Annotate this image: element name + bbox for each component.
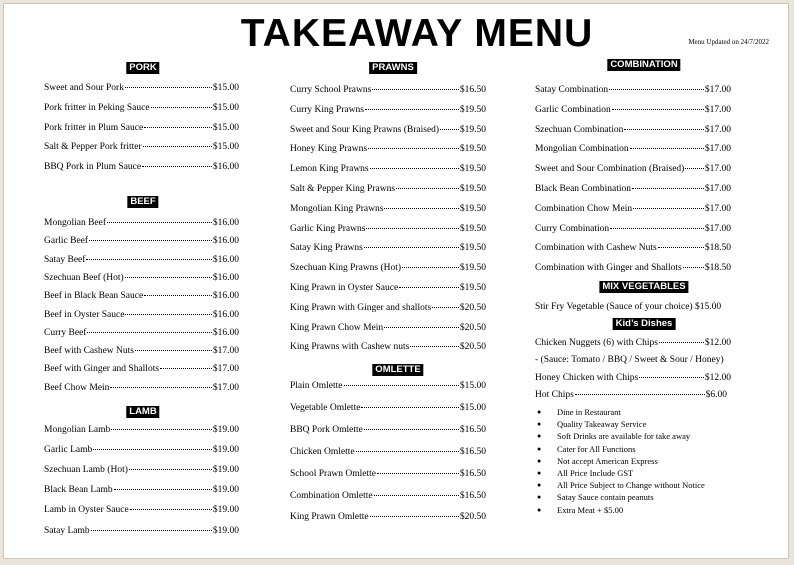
item-name: Beef in Oyster Sauce bbox=[44, 309, 125, 320]
menu-item bbox=[535, 183, 731, 195]
item-price: $6.00 bbox=[705, 390, 727, 400]
menu-item bbox=[44, 309, 239, 321]
item-name: School Prawn Omlette bbox=[290, 468, 377, 479]
item-name: Szechuan Beef (Hot) bbox=[44, 272, 124, 283]
item-price: $15.00 bbox=[212, 122, 239, 133]
item-name: Satay Lamb bbox=[44, 525, 90, 536]
menu-item bbox=[535, 223, 731, 235]
item-price: $17.00 bbox=[704, 203, 731, 214]
dot-leader bbox=[658, 247, 704, 248]
note-item: ● All Price Subject to Change without Notice bbox=[537, 479, 705, 491]
menu-item bbox=[290, 282, 486, 294]
menu-item bbox=[290, 402, 486, 414]
item-price: $19.00 bbox=[212, 525, 239, 536]
item-price: $19.00 bbox=[212, 465, 239, 476]
item-name: Beef in Black Bean Sauce bbox=[44, 291, 144, 302]
dot-leader bbox=[440, 129, 459, 130]
section-heading: COMBINATION bbox=[607, 59, 680, 71]
menu-item bbox=[44, 254, 239, 266]
menu-item bbox=[535, 104, 731, 116]
item-price: $19.50 bbox=[459, 124, 486, 135]
updated-date: Menu Updated on 24/7/2022 bbox=[688, 38, 769, 46]
menu-item bbox=[290, 104, 486, 116]
dot-leader bbox=[364, 247, 459, 248]
item-price: $20.50 bbox=[459, 322, 486, 333]
note-item: ● Extra Meat + $5.00 bbox=[537, 504, 705, 516]
dot-leader bbox=[609, 89, 704, 90]
item-price: $19.50 bbox=[459, 144, 486, 155]
dot-leader bbox=[396, 188, 459, 189]
dot-leader bbox=[111, 429, 212, 430]
note-item: ● Cater for All Functions bbox=[537, 443, 705, 455]
dot-leader bbox=[142, 166, 212, 167]
item-name: Curry Beef bbox=[44, 327, 87, 338]
item-name: Beef Chow Mein bbox=[44, 382, 110, 393]
menu-item bbox=[44, 102, 239, 114]
notes-list bbox=[537, 406, 705, 516]
item-price: $17.00 bbox=[704, 184, 731, 194]
item-name: BBQ Pork in Plum Sauce bbox=[44, 162, 142, 173]
item-name: Szechuan Lamb (Hot) bbox=[44, 465, 128, 476]
item-price: $16.00 bbox=[212, 327, 239, 338]
item-name: Garlic Combination bbox=[535, 104, 611, 115]
note-item: ● Quality Takeaway Service bbox=[537, 418, 705, 430]
item-price: $16.00 bbox=[212, 272, 239, 283]
item-name: Curry School Prawns bbox=[290, 85, 372, 95]
item-name: Salt & Pepper Pork fritter bbox=[44, 142, 142, 153]
dot-leader bbox=[659, 342, 704, 343]
item-name: Honey King Prawns bbox=[290, 144, 368, 155]
item-name: Combination Chow Mein bbox=[535, 203, 633, 214]
item-name: Lemon King Prawns bbox=[290, 164, 369, 175]
menu-item bbox=[290, 262, 486, 274]
menu-item bbox=[290, 84, 486, 96]
menu-item bbox=[290, 203, 486, 215]
item-name: Beef with Ginger and Shallots bbox=[44, 364, 160, 375]
dot-leader bbox=[144, 295, 212, 296]
item-price: $19.00 bbox=[212, 485, 239, 496]
item-name: Sweet and Sour Pork bbox=[44, 83, 124, 93]
item-name: Hot Chips bbox=[535, 390, 574, 400]
menu-item bbox=[535, 143, 731, 155]
menu-item bbox=[535, 203, 731, 215]
dot-leader bbox=[377, 473, 459, 474]
menu-item bbox=[290, 223, 486, 235]
dot-leader bbox=[91, 530, 212, 531]
item-name: Szechuan Combination bbox=[535, 124, 624, 135]
item-price: $16.00 bbox=[212, 218, 239, 228]
section-heading: BEEF bbox=[127, 196, 158, 208]
menu-item bbox=[290, 424, 486, 436]
dot-leader bbox=[365, 109, 459, 110]
menu-item bbox=[44, 290, 239, 302]
menu-item bbox=[290, 183, 486, 195]
dot-leader bbox=[143, 146, 212, 147]
dot-leader bbox=[125, 277, 212, 278]
dot-leader bbox=[160, 368, 212, 369]
item-name: Curry King Prawns bbox=[290, 104, 364, 115]
item-price: $19.00 bbox=[212, 505, 239, 516]
menu-item bbox=[290, 511, 486, 523]
dot-leader bbox=[135, 350, 212, 351]
dot-leader bbox=[633, 208, 704, 209]
dot-leader bbox=[370, 168, 459, 169]
section-heading: MIX VEGETABLES bbox=[599, 281, 688, 293]
item-name: Garlic Beef bbox=[44, 236, 89, 247]
item-price: $19.50 bbox=[459, 283, 486, 293]
item-price: $16.50 bbox=[459, 424, 486, 435]
item-name: Satay Beef bbox=[44, 254, 86, 265]
item-name: Mongolian Beef bbox=[44, 218, 107, 228]
item-price: $19.50 bbox=[459, 164, 486, 175]
item-name: Beef with Cashew Nuts bbox=[44, 346, 134, 357]
item-price: $16.00 bbox=[212, 254, 239, 265]
menu-item bbox=[44, 122, 239, 134]
menu-item bbox=[44, 141, 239, 153]
section-heading: Kid’s Dishes bbox=[613, 318, 676, 330]
item-price: $15.00 bbox=[459, 402, 486, 413]
menu-item bbox=[535, 242, 731, 254]
menu-item bbox=[44, 484, 239, 496]
menu-item bbox=[44, 444, 239, 456]
dot-leader bbox=[86, 259, 211, 260]
menu-item bbox=[535, 337, 731, 349]
note-item: ● Not accept American Express bbox=[537, 455, 705, 467]
item-price: $17.00 bbox=[212, 382, 239, 393]
dot-leader bbox=[624, 129, 703, 130]
item-price: $16.00 bbox=[212, 236, 239, 247]
item-price: $20.50 bbox=[459, 512, 486, 523]
item-price: $16.50 bbox=[459, 468, 486, 479]
item-name: Honey Chicken with Chips bbox=[535, 373, 639, 383]
dot-leader bbox=[368, 148, 459, 149]
menu-item bbox=[290, 163, 486, 175]
dot-leader bbox=[364, 429, 459, 430]
dot-leader bbox=[372, 89, 459, 90]
dot-leader bbox=[632, 188, 704, 189]
item-price: $17.00 bbox=[704, 104, 731, 115]
menu-item bbox=[44, 82, 239, 94]
item-name: King Prawn Chow Mein bbox=[290, 322, 384, 333]
item-name: Combination Omlette bbox=[290, 490, 373, 501]
dot-leader bbox=[89, 240, 212, 241]
item-price: $17.00 bbox=[704, 164, 731, 175]
item-price: $18.50 bbox=[704, 243, 731, 254]
item-price: $20.50 bbox=[459, 342, 486, 353]
item-name: Curry Combination bbox=[535, 223, 610, 234]
note-item: ● Satay Sauce contain peanuts bbox=[537, 491, 705, 503]
dot-leader bbox=[110, 387, 211, 388]
menu-item bbox=[44, 382, 239, 394]
section-heading: OMLETTE bbox=[372, 364, 423, 376]
menu-item bbox=[44, 363, 239, 375]
item-price: $17.00 bbox=[704, 144, 731, 155]
item-name: Szechuan King Prawns (Hot) bbox=[290, 263, 402, 274]
menu-item bbox=[290, 143, 486, 155]
note-item: ● Soft Drinks are available for take away bbox=[537, 430, 705, 442]
mix-vegetables-item: Stir Fry Vegetable (Sauce of your choice) $15.00 bbox=[535, 302, 722, 312]
item-price: $15.00 bbox=[459, 381, 486, 391]
item-name: Mongolian Combination bbox=[535, 144, 629, 155]
menu-item bbox=[535, 163, 731, 175]
note-item: ● Dine in Restaurant bbox=[537, 406, 705, 418]
item-name: Sweet and Sour King Prawns (Braised) bbox=[290, 124, 440, 135]
dot-leader bbox=[639, 377, 704, 378]
item-price: $16.00 bbox=[212, 162, 239, 173]
item-price: $15.00 bbox=[212, 83, 239, 93]
item-price: $17.00 bbox=[212, 346, 239, 357]
menu-item bbox=[290, 124, 486, 136]
item-price: $20.50 bbox=[459, 302, 486, 313]
item-price: $16.50 bbox=[459, 490, 486, 501]
item-price: $15.00 bbox=[212, 142, 239, 153]
menu-item bbox=[44, 235, 239, 247]
dot-leader bbox=[130, 509, 212, 510]
dot-leader bbox=[374, 495, 459, 496]
item-name: Mongolian King Prawns bbox=[290, 203, 384, 214]
dot-leader bbox=[87, 332, 211, 333]
dot-leader bbox=[610, 228, 704, 229]
menu-page bbox=[3, 3, 789, 559]
dot-leader bbox=[384, 208, 458, 209]
menu-item bbox=[44, 161, 239, 173]
dot-leader bbox=[356, 451, 459, 452]
item-price: $12.00 bbox=[704, 338, 731, 348]
item-price: $16.50 bbox=[459, 85, 486, 95]
item-name: Satay King Prawns bbox=[290, 243, 363, 254]
item-name: Pork fritter in Plum Sauce bbox=[44, 122, 144, 133]
item-name: Combination with Cashew Nuts bbox=[535, 243, 657, 254]
dot-leader bbox=[399, 287, 459, 288]
item-name: King Prawn in Oyster Sauce bbox=[290, 283, 399, 293]
dot-leader bbox=[361, 407, 458, 408]
item-price: $17.00 bbox=[704, 85, 731, 95]
menu-item bbox=[44, 424, 239, 436]
section-heading: LAMB bbox=[126, 406, 159, 418]
menu-item bbox=[44, 272, 239, 284]
item-name: King Prawn Omlette bbox=[290, 512, 369, 523]
menu-item bbox=[535, 372, 731, 384]
item-name: Salt & Pepper King Prawns bbox=[290, 184, 396, 194]
item-price: $19.50 bbox=[459, 203, 486, 214]
section-heading: PRAWNS bbox=[369, 62, 417, 74]
item-price: $17.00 bbox=[704, 124, 731, 135]
menu-item bbox=[44, 327, 239, 339]
item-price: $19.50 bbox=[459, 263, 486, 274]
item-name: Plain Omlette bbox=[290, 381, 343, 391]
dot-leader bbox=[344, 385, 459, 386]
menu-item bbox=[535, 84, 731, 96]
menu-item bbox=[290, 490, 486, 502]
dot-leader bbox=[129, 469, 212, 470]
dot-leader bbox=[107, 222, 212, 223]
item-name: Combination with Ginger and Shallots bbox=[535, 263, 682, 274]
item-price: $19.00 bbox=[212, 445, 239, 456]
dot-leader bbox=[125, 314, 211, 315]
item-name: BBQ Pork Omlette bbox=[290, 424, 363, 435]
item-price: $16.00 bbox=[212, 309, 239, 320]
item-name: Satay Combination bbox=[535, 85, 609, 95]
dot-leader bbox=[370, 516, 459, 517]
item-price: $19.50 bbox=[459, 243, 486, 254]
dot-leader bbox=[384, 327, 459, 328]
menu-item bbox=[44, 525, 239, 537]
item-name: Chicken Nuggets (6) with Chips bbox=[535, 338, 658, 348]
item-name: Garlic Lamb bbox=[44, 445, 93, 456]
item-price: $17.00 bbox=[704, 223, 731, 234]
dot-leader bbox=[575, 394, 705, 395]
item-price: $19.50 bbox=[459, 223, 486, 234]
dot-leader bbox=[144, 127, 212, 128]
dot-leader bbox=[114, 489, 212, 490]
menu-title: TAKEAWAY MENU bbox=[240, 12, 594, 55]
item-name: King Prawns with Cashew nuts bbox=[290, 342, 410, 353]
item-price: $12.00 bbox=[704, 373, 731, 383]
item-price: $17.00 bbox=[212, 364, 239, 375]
menu-item bbox=[290, 446, 486, 458]
item-name: Lamb in Oyster Sauce bbox=[44, 505, 129, 516]
menu-item bbox=[535, 262, 731, 274]
dot-leader bbox=[612, 109, 704, 110]
menu-item bbox=[44, 217, 239, 229]
item-name: Black Bean Lamb bbox=[44, 485, 113, 496]
menu-item bbox=[535, 389, 727, 401]
item-name: Vegetable Omlette bbox=[290, 402, 361, 413]
item-name: Black Bean Combination bbox=[535, 184, 632, 194]
dot-leader bbox=[683, 267, 704, 268]
item-name: King Prawn with Ginger and shallots bbox=[290, 302, 432, 313]
item-price: $18.50 bbox=[704, 263, 731, 274]
menu-item bbox=[535, 124, 731, 136]
menu-item bbox=[44, 345, 239, 357]
dot-leader bbox=[366, 228, 458, 229]
item-name: Chicken Omlette bbox=[290, 446, 355, 457]
dot-leader bbox=[630, 148, 704, 149]
item-price: $16.50 bbox=[459, 446, 486, 457]
note-item: ● All Price Include GST bbox=[537, 467, 705, 479]
dot-leader bbox=[432, 307, 459, 308]
menu-item bbox=[290, 380, 486, 392]
sauce-note: - (Sauce: Tomato / BBQ / Sweet & Sour / Honey) bbox=[535, 355, 724, 365]
item-price: $19.50 bbox=[459, 184, 486, 194]
dot-leader bbox=[125, 87, 212, 88]
menu-item bbox=[290, 242, 486, 254]
dot-leader bbox=[685, 168, 704, 169]
menu-item bbox=[290, 322, 486, 334]
menu-item bbox=[290, 468, 486, 480]
item-name: Garlic King Prawns bbox=[290, 223, 366, 234]
section-heading: PORK bbox=[126, 62, 159, 74]
item-name: Sweet and Sour Combination (Braised) bbox=[535, 164, 685, 175]
dot-leader bbox=[151, 107, 212, 108]
item-price: $19.00 bbox=[212, 425, 239, 435]
dot-leader bbox=[402, 267, 459, 268]
item-name: Mongolian Lamb bbox=[44, 425, 111, 435]
dot-leader bbox=[410, 346, 459, 347]
item-name: Pork fritter in Peking Sauce bbox=[44, 102, 150, 113]
item-price: $15.00 bbox=[212, 102, 239, 113]
menu-item bbox=[290, 341, 486, 353]
dot-leader bbox=[93, 449, 212, 450]
menu-item bbox=[290, 302, 486, 314]
menu-item bbox=[44, 464, 239, 476]
menu-item bbox=[44, 504, 239, 516]
item-price: $16.00 bbox=[212, 291, 239, 302]
item-price: $19.50 bbox=[459, 104, 486, 115]
